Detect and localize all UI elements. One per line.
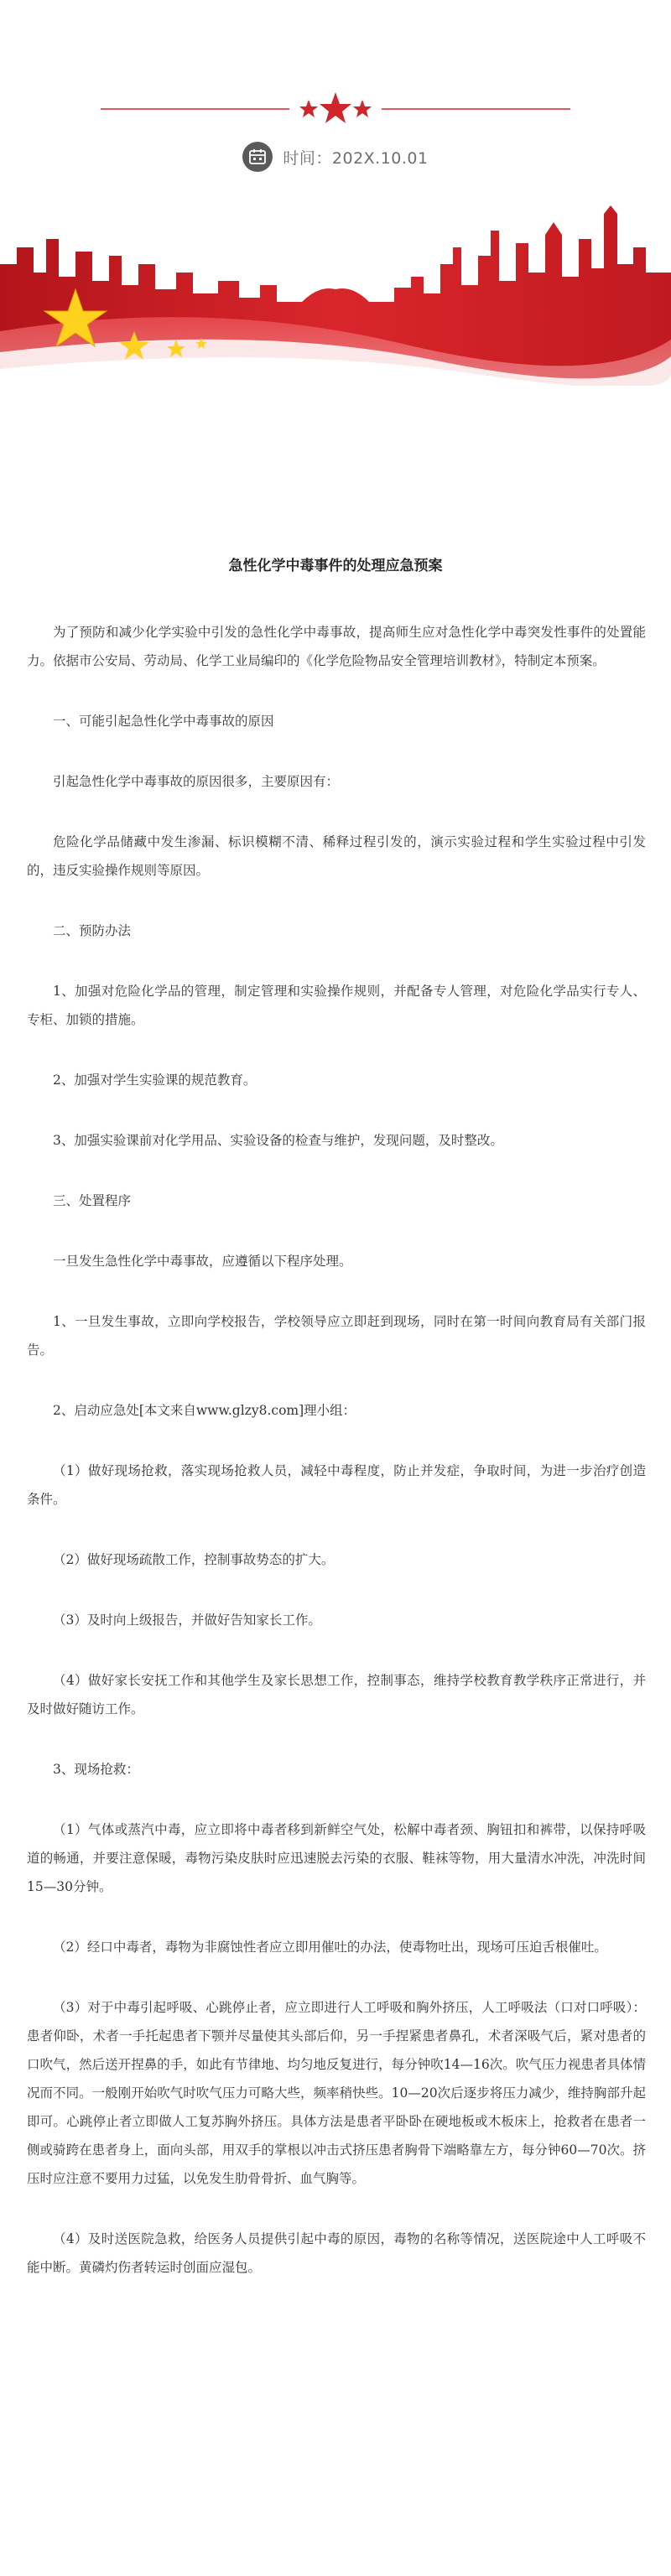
paragraph-prevention-3: 3、加强实验课前对化学用品、实验设备的检查与维护，发现问题，及时整改。 <box>53 1133 503 1148</box>
section-heading-prevention: 二、预防办法 <box>53 923 132 938</box>
date-row <box>0 138 671 175</box>
paragraph-rescue-3: （3）对于中毒引起呼吸、心跳停止者，应立即进行人工呼吸和胸外挤压，人工呼吸法（口对口呼吸）：患者仰卧，术者一手托起患者下颚并尽量使其头部后仰，另一手捏紧患者鼻孔，术者深吸气后，紧对患者的口吹气，然后送开捏鼻的手，如此有节律地、均匀地反复进行，每分钟吹14—16次。吹气压力视患者具体情况而不同。一般刚开始吹气时吹气压力可略大些，频率稍快些。10—20次后逐步将压力减少，维持胸部升起即可。心跳停止者立即做人工复苏胸外挤压。具体方法是患者平卧卧在硬地板或木板床上，抢救者在患者一侧或骑跨在患者身上，面向头部，用双手的掌根以冲击式挤压患者胸骨下端略靠左方，每分钟60—70次。挤压时应注意不要用力过猛，以免发生肋骨骨折、血气胸等。 <box>27 2000 646 2186</box>
paragraph-rescue-4: （4）及时送医院急救，给医务人员提供引起中毒的原因，毒物的名称等情况，送医院途中人工呼吸不能中断。黄磷灼伤者转运时创面应湿包。 <box>27 2231 646 2275</box>
header-divider <box>0 84 671 134</box>
calendar-icon <box>242 142 273 172</box>
publish-date: 时间：202X.10.01 <box>283 148 429 168</box>
paragraph-procedure-lead: 一旦发生急性化学中毒事故，应遵循以下程序处理。 <box>53 1254 352 1269</box>
left-star-icon <box>299 100 318 117</box>
paragraph-rescue-2: （2）经口中毒者，毒物为非腐蚀性者应立即用催吐的办法，使毒物吐出，现场可压迫舌根催吐。 <box>53 1940 607 1955</box>
paragraph-prevention-2: 2、加强对学生实验课的规范教育。 <box>53 1072 257 1088</box>
paragraph-causes-detail: 危险化学品储藏中发生渗漏、标识模糊不清、稀释过程引发的，演示实验过程和学生实验过程中引发的，违反实验操作规则等原因。 <box>27 834 646 878</box>
article-title: 急性化学中毒事件的处理应急预案 <box>228 558 443 574</box>
center-star-icon <box>320 92 351 123</box>
paragraph-step-2: （2）做好现场疏散工作，控制事故势态的扩大。 <box>53 1552 335 1567</box>
paragraph-rescue-heading: 3、现场抢救： <box>53 1762 139 1777</box>
paragraph-step-4: （4）做好家长安抚工作和其他学生及家长思想工作，控制事态，维持学校教育教学秩序正常进行，并及时做好随访工作。 <box>27 1673 646 1716</box>
paragraph-procedure-1: 1、一旦发生事故，立即向学校报告，学校领导应立即赶到现场，同时在第一时间向教育局有关部门报告。 <box>27 1314 646 1358</box>
paragraph-prevention-1: 1、加强对危险化学品的管理，制定管理和实验操作规则，并配备专人管理，对危险化学品实行专人、专柜、加锁的措施。 <box>27 984 646 1027</box>
paragraph-intro: 为了预防和减少化学实验中引发的急性化学中毒事故，提高师生应对急性化学中毒突发性事件的处置能力。依据市公安局、劳动局、化学工业局编印的《化学危险物品安全管理培训教材》，特制定本预案。 <box>27 625 646 668</box>
article <box>0 553 671 2314</box>
skyline-banner <box>0 205 671 386</box>
paragraph-rescue-1: （1）气体或蒸汽中毒，应立即将中毒者移到新鲜空气处，松解中毒者颈、胸钮扣和裤带，以保持呼吸道的畅通，并要注意保暖，毒物污染皮肤时应迅速脱去污染的衣服、鞋袜等物，用大量清水冲洗，冲洗时间15—30分钟。 <box>27 1822 646 1894</box>
right-star-icon <box>353 100 372 117</box>
section-heading-procedure: 三、处置程序 <box>53 1193 132 1208</box>
paragraph-step-3: （3）及时向上级报告，并做好告知家长工作。 <box>53 1613 321 1628</box>
paragraph-procedure-2: 2、启动应急处[本文来自www.glzy8.com]理小组： <box>53 1403 356 1418</box>
paragraph-step-1: （1）做好现场抢救，落实现场抢救人员，减轻中毒程度，防止并发症，争取时间，为进一步治疗创造条件。 <box>27 1463 646 1507</box>
paragraph-causes-lead: 引起急性化学中毒事故的原因很多，主要原因有： <box>53 774 340 789</box>
section-heading-causes: 一、可能引起急性化学中毒事故的原因 <box>53 714 274 729</box>
